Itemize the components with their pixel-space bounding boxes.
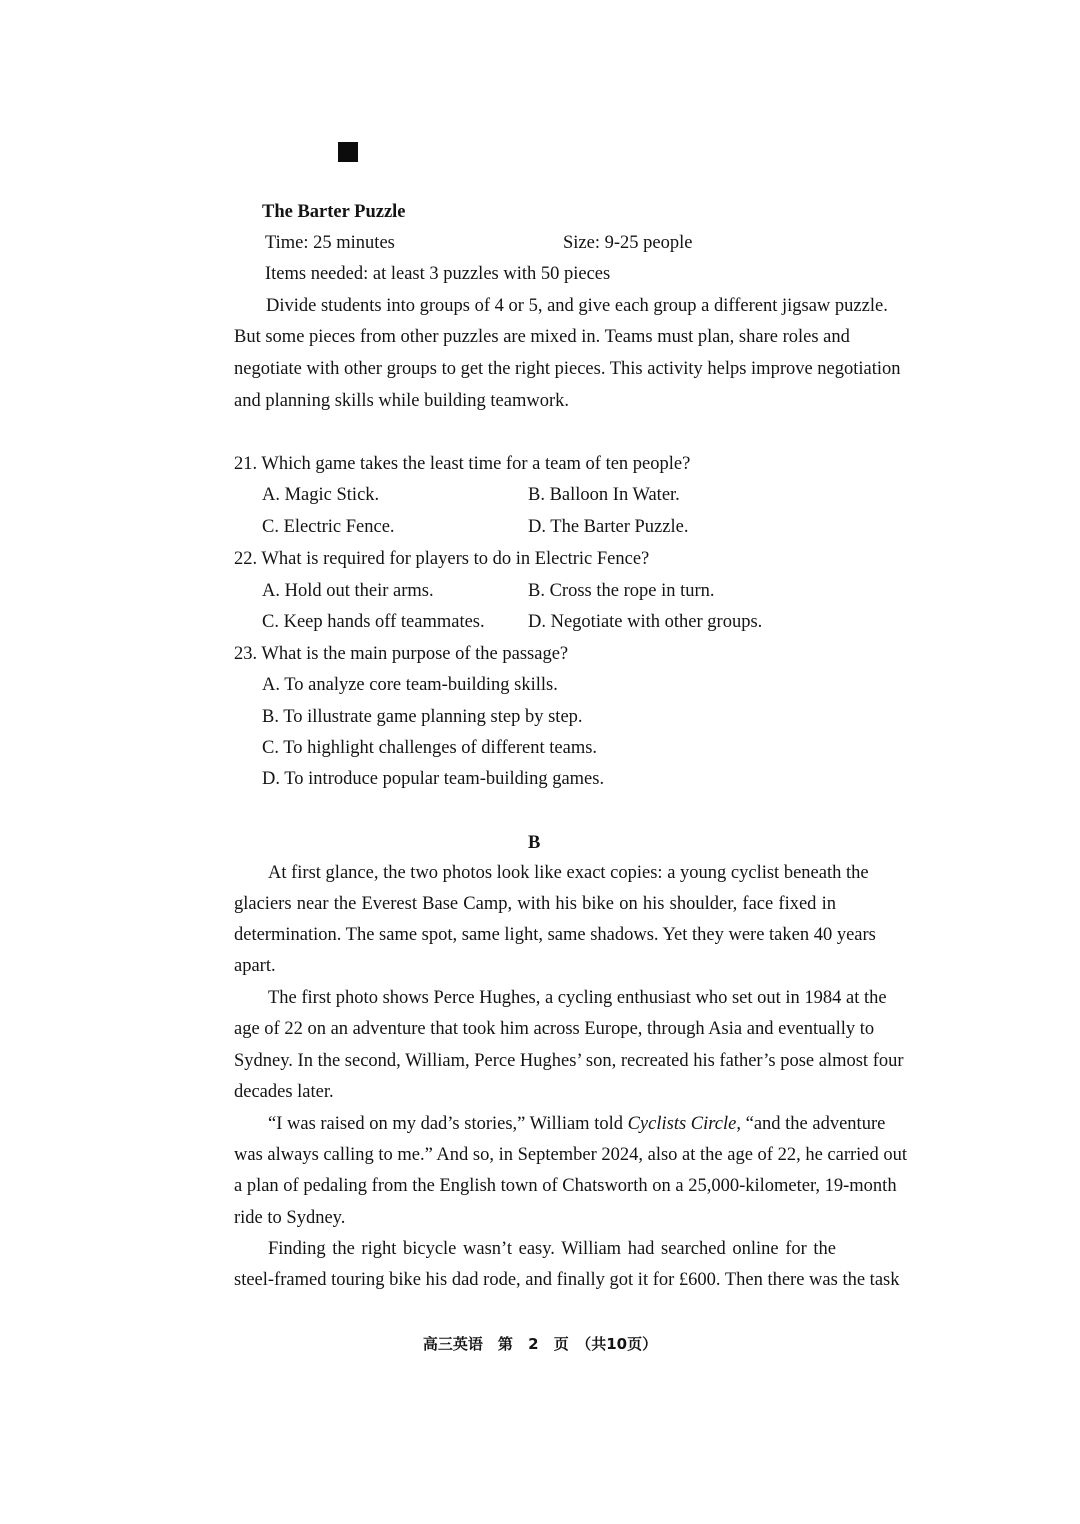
option-d: D. The Barter Puzzle. <box>528 517 689 537</box>
game-items: Items needed: at least 3 puzzles with 50 pieces <box>265 264 611 284</box>
question-stem: 21. Which game takes the least time for a team of ten people? <box>234 454 691 474</box>
page-footer: 高三英语 第 2 页 （共10页） <box>422 1335 658 1353</box>
paragraph-line: decades later. <box>234 1082 334 1102</box>
section-heading: B <box>528 833 541 853</box>
quote-text: , “and the adventure <box>736 1114 886 1134</box>
paragraph-line: glaciers near the Everest Base Camp, with his bike on his shoulder, face fixed in <box>234 894 836 914</box>
registration-mark <box>338 142 358 162</box>
quote-text: “I was raised on my dad’s stories,” William told <box>268 1114 628 1134</box>
paragraph-line: Sydney. In the second, William, Perce Hughes’ son, recreated his father’s pose almost four <box>234 1051 904 1071</box>
game-desc-line: But some pieces from other puzzles are mixed in. Teams must plan, share roles and <box>234 327 850 347</box>
paragraph-line: The first photo shows Perce Hughes, a cycling enthusiast who set out in 1984 at the <box>268 988 887 1008</box>
option-d: D. Negotiate with other groups. <box>528 612 763 632</box>
game-time: Time: 25 minutes <box>265 233 395 253</box>
paragraph-line: Finding the right bicycle wasn’t easy. William had searched online for the <box>268 1239 836 1259</box>
game-desc-line: Divide students into groups of 4 or 5, and give each group a different jigsaw puzzle. <box>266 296 888 316</box>
game-title: The Barter Puzzle <box>262 202 406 222</box>
paragraph-line: steel-framed touring bike his dad rode, and finally got it for £600. Then there was the task <box>234 1270 900 1290</box>
question-stem: 23. What is the main purpose of the passage? <box>234 644 569 664</box>
game-desc-line: negotiate with other groups to get the right pieces. This activity helps improve negotiation <box>234 359 901 379</box>
option-c: C. Electric Fence. <box>262 517 395 537</box>
game-size: Size: 9-25 people <box>563 233 693 253</box>
paragraph-line: apart. <box>234 956 276 976</box>
option-d: D. To introduce popular team-building games. <box>262 769 605 789</box>
paragraph-line: was always calling to me.” And so, in September 2024, also at the age of 22, he carried out <box>234 1145 908 1165</box>
magazine-name: Cyclists Circle <box>627 1114 737 1134</box>
option-a: A. Hold out their arms. <box>262 581 434 601</box>
paragraph-line: age of 22 on an adventure that took him across Europe, through Asia and eventually to <box>234 1019 875 1039</box>
option-b: B. Balloon In Water. <box>528 485 680 505</box>
option-a: A. To analyze core team-building skills. <box>262 675 558 695</box>
option-b: B. Cross the rope in turn. <box>528 581 715 601</box>
option-a: A. Magic Stick. <box>262 485 380 505</box>
paragraph-line: a plan of pedaling from the English town of Chatsworth on a 25,000-kilometer, 19-month <box>234 1176 897 1196</box>
game-desc-line: and planning skills while building teamwork. <box>234 391 570 411</box>
paragraph-line: At first glance, the two photos look like exact copies: a young cyclist beneath the <box>268 863 869 883</box>
option-b: B. To illustrate game planning step by step. <box>262 707 583 727</box>
question-stem: 22. What is required for players to do in Electric Fence? <box>234 549 650 569</box>
paragraph-line: determination. The same spot, same light, same shadows. Yet they were taken 40 years <box>234 925 876 945</box>
option-c: C. Keep hands off teammates. <box>262 612 485 632</box>
paragraph-line: ride to Sydney. <box>234 1208 346 1228</box>
paragraph-line <box>268 1112 886 1136</box>
option-c: C. To highlight challenges of different teams. <box>262 738 598 758</box>
